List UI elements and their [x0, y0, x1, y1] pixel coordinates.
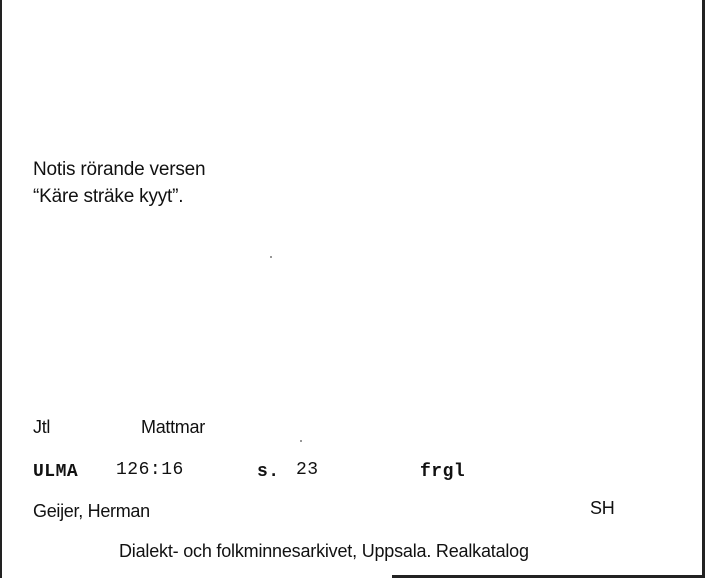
card-description: [33, 156, 205, 210]
description-line-1: Notis rörande versen: [33, 159, 206, 180]
author-name: Geijer, Herman: [33, 501, 150, 521]
signature: SH: [590, 498, 615, 518]
page-label: s.: [257, 462, 280, 482]
region-code: Jtl: [33, 417, 51, 437]
paper-speck: [300, 440, 302, 442]
description-line-2: “Käre sträke kyyt”.: [33, 186, 184, 207]
paper-speck: [270, 256, 272, 258]
card-left-border: [0, 0, 2, 578]
record-type: frgl: [420, 462, 466, 482]
archive-footer: Dialekt- och folkminnesarkivet, Uppsala. Realkatalog: [119, 541, 529, 561]
archive-code: ULMA: [33, 462, 79, 482]
page-number: 23: [296, 460, 319, 480]
archive-number: 126:16: [116, 460, 184, 480]
place-name: Mattmar: [141, 417, 205, 437]
